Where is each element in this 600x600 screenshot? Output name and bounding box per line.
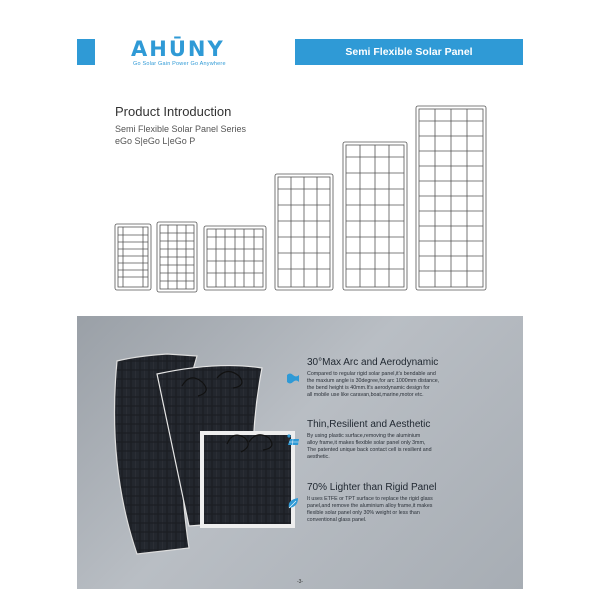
feature-2-title: Thin,Resilient and Aesthetic	[307, 419, 431, 430]
feature-2-line: By using plastic surface,removing the aluminium	[307, 433, 421, 439]
feature-1-line: the maxium angle is 30degree,for arc 1000mm distance,	[307, 378, 440, 384]
feature-3-line: conventional glass panel.	[307, 517, 367, 523]
panel-small-1	[115, 224, 151, 290]
solar-panel-icon	[286, 433, 300, 447]
feature-3-line: panel,and remove the aluminium alloy frame,it makes	[307, 503, 433, 509]
page-number: -3-	[296, 579, 304, 585]
intro-title: Product Introduction	[115, 104, 232, 119]
wave-flag-icon	[286, 371, 300, 385]
feature-3-title: 70% Lighter than Rigid Panel	[307, 482, 437, 493]
header-title: Semi Flexible Solar Panel	[345, 46, 473, 58]
feature-3-body	[307, 496, 522, 524]
feature-3-line: flexible solar panel only 30% weight or less than	[307, 510, 420, 516]
panel-large-1	[343, 142, 407, 290]
feature-1-line: the bend height is 40mm.It's aerodynamic design for	[307, 385, 430, 391]
feature-3	[307, 482, 522, 524]
feature-1-line: Compared to regular rigid solar panel,it's bendable and	[307, 371, 436, 377]
feature-2-line: The patented unique back contact cell is resilient and	[307, 447, 432, 453]
feature-3-line: It uses ETFE or TPT surface to replace the rigid glass	[307, 496, 433, 502]
feature-1-line: all mobile use like caravan,boat,marine,motor etc.	[307, 392, 424, 398]
brand-logo: AHŪNY	[131, 37, 225, 61]
product-panels-illustration	[77, 27, 523, 317]
brand-tagline: Go Solar Gain Power Go Anywhere	[133, 61, 226, 67]
panel-medium-2	[275, 174, 333, 290]
flat-panel-front	[204, 435, 291, 524]
feature-2	[307, 419, 522, 461]
feature-2-body	[307, 433, 522, 461]
intro-subtitle-line1: Semi Flexible Solar Panel Series	[115, 124, 247, 134]
leaf-icon	[286, 496, 300, 510]
feature-2-line: aesthetic.	[307, 454, 330, 460]
panel-medium-1	[204, 226, 266, 290]
brochure-page	[77, 27, 523, 589]
panel-small-2	[157, 222, 197, 292]
feature-1	[307, 357, 522, 399]
features-section	[77, 316, 523, 589]
panel-large-2	[416, 106, 486, 290]
feature-1-body	[307, 371, 522, 399]
feature-1-title: 30°Max Arc and Aerodynamic	[307, 357, 439, 368]
intro-subtitle-line2: eGo S|eGo L|eGo P	[115, 136, 196, 146]
feature-2-line: alloy frame,it makes flexible solar panel only 3mm,	[307, 440, 426, 446]
